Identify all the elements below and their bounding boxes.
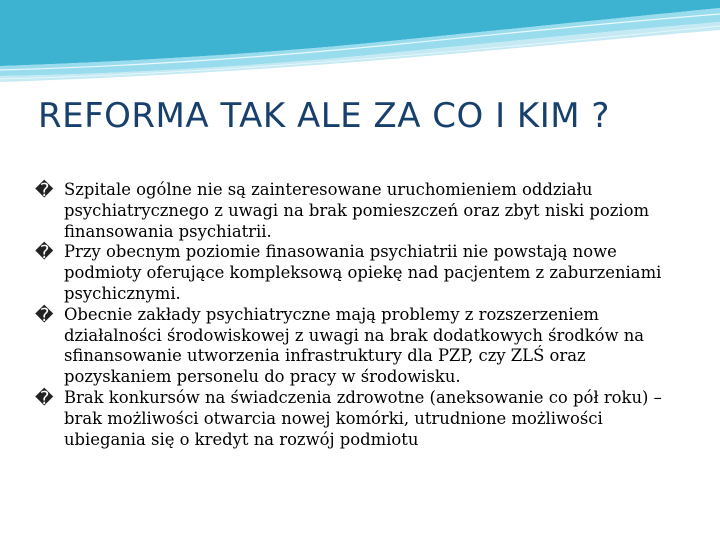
slide-title: REFORMA TAK ALE ZA CO I KIM ?: [38, 96, 610, 136]
wave-decoration: [0, 0, 720, 90]
bullet-text: Przy obecnym poziomie finasowania psychiatrii nie powstają nowe podmioty oferujące kompleksową opiekę nad pacjentem z zaburzeniami psychicznymi.: [64, 242, 662, 303]
bullet-text: Szpitale ogólne nie są zainteresowane uruchomieniem oddziału psychiatrycznego z uwagi na brak pomieszczeń oraz zbyt niski poziom finansowania psychiatrii.: [64, 180, 650, 241]
bullet-text: Obecnie zakłady psychiatryczne mają problemy z rozszerzeniem działalności środowiskowej z uwagi na brak dodatkowych środków na sfinansowanie utworzenia infrastruktury dla PZP, czy ZLŚ oraz pozyskaniem personelu do pracy w środowisku.: [64, 304, 645, 387]
bullet-item: [35, 305, 685, 388]
bullet-item: [35, 242, 685, 304]
bullet-marker-icon: �: [35, 242, 54, 264]
bullet-marker-icon: �: [35, 387, 54, 409]
bullet-text: Brak konkursów na świadczenia zdrowotne (aneksowanie co pół roku) – brak możliwości otwarcia nowej komórki, utrudnione możliwości ubiegania się o kredyt na rozwój podmiotu: [64, 387, 662, 449]
bullet-marker-icon: �: [35, 180, 54, 201]
bullet-list: [35, 180, 685, 450]
bullet-marker-icon: �: [35, 304, 54, 326]
bullet-item: [35, 180, 685, 242]
bullet-item: [35, 388, 685, 450]
